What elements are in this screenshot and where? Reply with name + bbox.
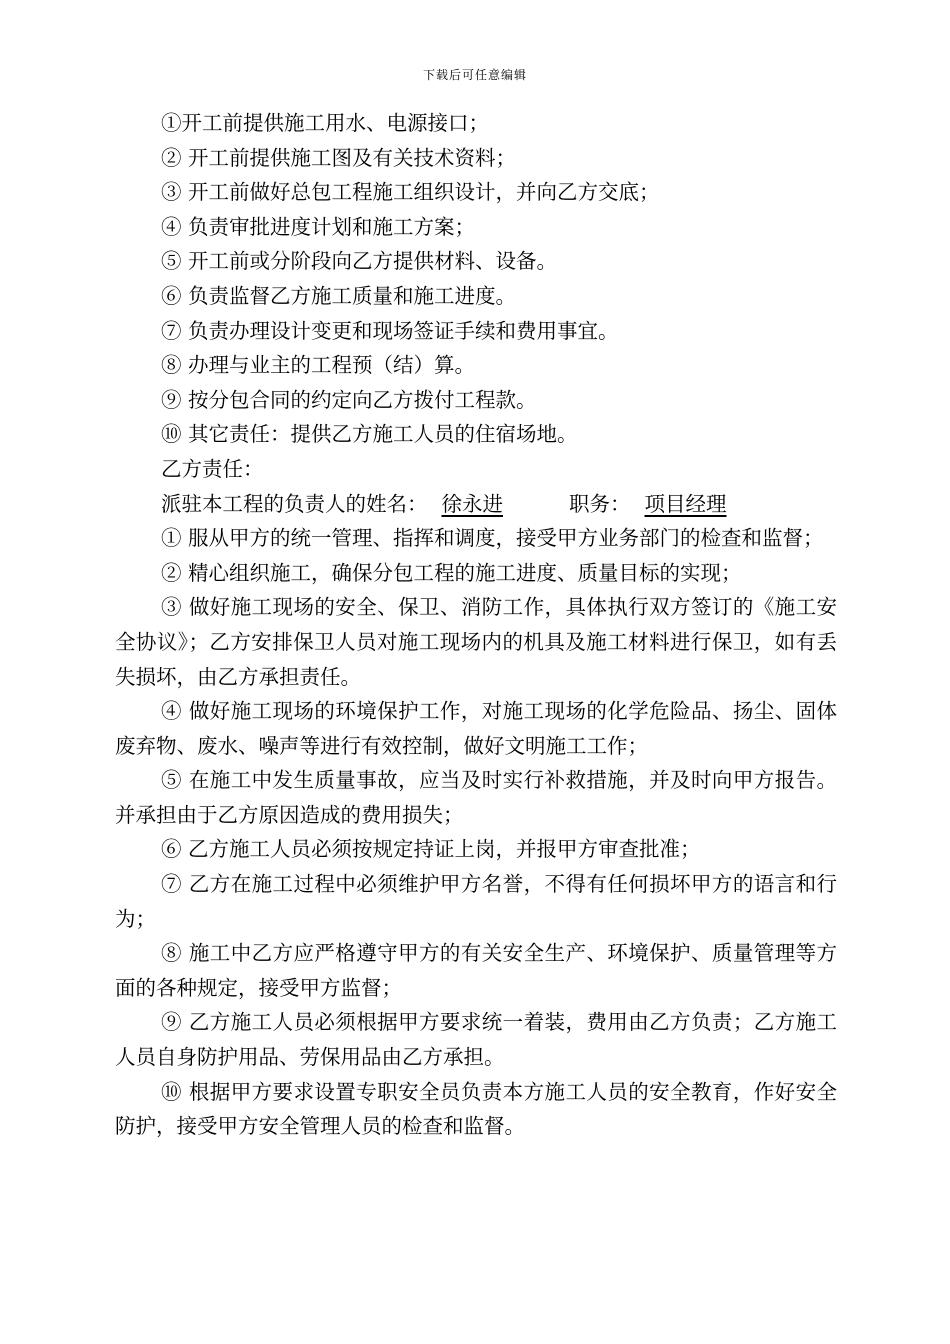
party-b-item-9: ⑨ 乙方施工人员必须根据甲方要求统一着装，费用由乙方负责；乙方施工人员自身防护用品、劳保用品由乙方承担。 — [115, 1010, 837, 1070]
party-b-item-3: ③ 做好施工现场的安全、保卫、消防工作，具体执行双方签订的《施工安全协议》；乙方安排保卫人员对施工现场内的机具及施工材料进行保卫，如有丢失损坏，由乙方承担责任。 — [115, 595, 837, 689]
party-b-item-1: ① 服从甲方的统一管理、指挥和调度，接受甲方业务部门的检查和监督； — [161, 526, 824, 551]
party-a-item-7: ⑦ 负责办理设计变更和现场签证手续和费用事宜。 — [161, 318, 619, 343]
party-b-item-7: ⑦ 乙方在施工过程中必须维护甲方名誉，不得有任何损坏甲方的语言和行为； — [115, 872, 837, 931]
position-value: 项目经理 — [644, 491, 727, 516]
party-b-item-10: ⑩ 根据甲方要求设置专职安全员负责本方施工人员的安全教育，作好安全防护，接受甲方安全管理人员的检查和监督。 — [115, 1079, 837, 1139]
representative-label: 派驻本工程的负责人的姓名： — [161, 491, 428, 516]
party-a-item-8: ⑧ 办理与业主的工程预（结）算。 — [161, 353, 476, 378]
party-b-heading: 乙方责任： — [161, 456, 264, 481]
party-a-item-5: ⑤ 开工前或分阶段向乙方提供材料、设备。 — [161, 249, 558, 274]
representative-name: 徐永进 — [441, 491, 503, 516]
party-a-item-9: ⑨ 按分包合同的约定向乙方拨付工程款。 — [161, 387, 537, 412]
party-a-item-10: ⑩ 其它责任：提供乙方施工人员的住宿场地。 — [161, 422, 578, 447]
party-b-item-2: ② 精心组织施工，确保分包工程的施工进度、质量目标的实现； — [161, 560, 742, 585]
party-a-item-3: ③ 开工前做好总包工程施工组织设计，并向乙方交底； — [161, 180, 660, 205]
party-a-item-1: ①开工前提供施工用水、电源接口； — [161, 111, 489, 135]
contract-body — [115, 106, 837, 1144]
party-a-item-2: ② 开工前提供施工图及有关技术资料； — [161, 145, 517, 170]
party-b-item-6: ⑥ 乙方施工人员必须按规定持证上岗，并报甲方审查批准； — [161, 837, 701, 862]
party-b-item-8: ⑧ 施工中乙方应严格遵守甲方的有关安全生产、环境保护、质量管理等方面的各种规定，接受甲方监督； — [115, 941, 837, 1000]
party-a-item-4: ④ 负责审批进度计划和施工方案； — [161, 214, 476, 239]
representative-name-blank — [513, 492, 541, 516]
position-label: 职务： — [569, 491, 631, 516]
party-b-item-4: ④ 做好施工现场的环境保护工作，对施工现场的化学危险品、扬尘、固体废弃物、废水、噪声等进行有效控制，做好文明施工工作； — [115, 699, 837, 758]
header-note: 下载后可任意编辑 — [422, 68, 527, 82]
party-b-item-5: ⑤ 在施工中发生质量事故，应当及时实行补救措施，并及时向甲方报告。并承担由于乙方原因造成的费用损失； — [115, 768, 837, 827]
representative-line — [115, 487, 837, 522]
party-a-item-6: ⑥ 负责监督乙方施工质量和施工进度。 — [161, 283, 517, 308]
